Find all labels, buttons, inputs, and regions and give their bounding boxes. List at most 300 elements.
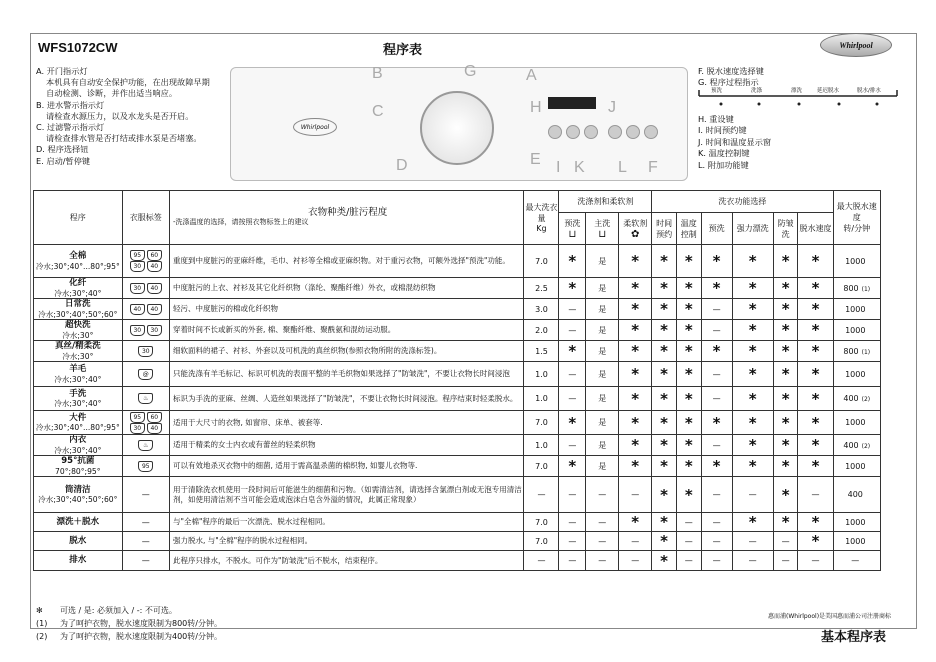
prewash-value: —	[559, 551, 586, 571]
mainwash-value: 是	[586, 299, 619, 320]
prewash-value: —	[559, 320, 586, 341]
function-value: *	[732, 435, 773, 456]
footnote-2	[36, 630, 222, 643]
function-value: *	[732, 299, 773, 320]
program-name-cell	[34, 435, 123, 456]
care-label-cell	[122, 456, 169, 477]
program-dial	[420, 91, 494, 165]
mainwash-value: —	[586, 551, 619, 571]
function-value: *	[798, 341, 833, 362]
program-name: 大件	[69, 412, 87, 423]
program-temps: 冷水;30°;40°...80°;95°	[35, 261, 120, 271]
function-value: —	[732, 532, 773, 551]
panel-letter: C	[372, 103, 384, 120]
function-value: *	[773, 245, 798, 278]
panel-letter: L	[618, 159, 627, 176]
mainwash-value: —	[586, 477, 619, 513]
step-rinse: 漂洗	[791, 88, 803, 94]
max-spin-cell	[833, 341, 880, 362]
program-name-cell	[34, 362, 123, 387]
function-value: *	[652, 477, 677, 513]
panel-letter: K	[574, 159, 585, 176]
prewash-value: *	[559, 245, 586, 278]
hdr-f6: 脱水速度	[798, 213, 833, 245]
program-name-cell	[34, 513, 123, 532]
program-name: 漂洗＋脱水	[56, 516, 100, 527]
prewash-compartment-icon: ⊔	[568, 228, 577, 240]
function-value: —	[773, 532, 798, 551]
function-value: —	[701, 551, 732, 571]
max-spin-cell	[833, 411, 880, 435]
care-label-icon: @	[138, 369, 153, 380]
mainwash-value: 是	[586, 245, 619, 278]
indicator-notes	[36, 66, 210, 167]
function-value: *	[798, 278, 833, 299]
max-spin-cell	[833, 532, 880, 551]
table-row	[34, 299, 881, 320]
max-spin-cell	[833, 477, 880, 513]
function-value: —	[676, 532, 701, 551]
function-value: *	[652, 435, 677, 456]
note-head: D. 程序选择钮	[36, 144, 89, 155]
footnote-1-num: (1)	[36, 619, 48, 628]
legend-line	[36, 604, 222, 617]
softener-value: —	[619, 532, 652, 551]
table-row	[34, 278, 881, 299]
function-value: *	[676, 320, 701, 341]
hdr-fabric	[170, 191, 524, 245]
care-label-cell	[122, 278, 169, 299]
panel-letter: F	[648, 159, 658, 176]
care-label-icon: 30	[130, 325, 145, 336]
program-name-cell	[34, 278, 123, 299]
max-load: 7.0	[524, 411, 559, 435]
max-spin-cell	[833, 456, 880, 477]
prewash-value: *	[559, 341, 586, 362]
function-value: *	[676, 341, 701, 362]
key-notes-bottom	[698, 114, 771, 171]
note-line: 请检查水源压力，以及水龙头是否开启。	[46, 110, 194, 121]
function-value: *	[773, 387, 798, 411]
prewash-value: —	[559, 362, 586, 387]
care-label-icon: 40	[147, 304, 162, 315]
function-value: *	[701, 341, 732, 362]
hdr-detergent: 洗涤剂和柔软剂	[559, 191, 652, 213]
max-spin: 400	[847, 490, 863, 499]
max-spin-cell	[833, 551, 880, 571]
function-value: *	[732, 513, 773, 532]
function-value: —	[701, 435, 732, 456]
function-value: *	[798, 411, 833, 435]
function-value: *	[798, 532, 833, 551]
panel-letter: J	[608, 99, 616, 116]
softener-compartment-icon: ✿	[631, 228, 640, 240]
function-value: *	[732, 245, 773, 278]
care-label-icon: ♨	[138, 393, 153, 404]
softener-value: *	[619, 320, 652, 341]
panel-button	[566, 125, 580, 139]
program-temps: 冷水;30°;40°...80°;95°	[35, 423, 120, 432]
max-spin-cell	[833, 435, 880, 456]
key-note: L. 附加功能键	[698, 159, 749, 170]
hdr-softener-text: 柔软剂	[623, 218, 648, 228]
panel-letter: E	[530, 151, 541, 168]
care-label-cell	[122, 362, 169, 387]
program-name: 手洗	[69, 388, 87, 399]
function-value: *	[732, 278, 773, 299]
function-value: —	[701, 477, 732, 513]
function-value: *	[798, 513, 833, 532]
softener-value: *	[619, 456, 652, 477]
hdr-rpm: 转/分钟	[843, 224, 871, 233]
function-value: —	[798, 477, 833, 513]
control-panel-diagram	[230, 63, 686, 180]
softener-value: *	[619, 362, 652, 387]
program-name-cell	[34, 341, 123, 362]
max-spin: 1000	[845, 536, 866, 546]
spin-note: (2)	[861, 396, 871, 403]
care-label-icon: 95	[130, 250, 145, 261]
prewash-value: *	[559, 278, 586, 299]
fabric-description: 轻污、中度脏污的棉或化纤织物	[170, 299, 524, 320]
table-row	[34, 551, 881, 571]
mainwash-value: 是	[586, 435, 619, 456]
note-head: A. 开门指示灯	[36, 66, 88, 76]
spin-note: (1)	[861, 348, 871, 356]
care-label-cell	[122, 411, 169, 435]
program-temps: 冷水;30°;40°	[54, 445, 102, 455]
function-value: *	[652, 278, 677, 299]
model-number: WFS1072CW	[38, 40, 118, 55]
table-row	[34, 341, 881, 362]
max-load: 7.0	[524, 532, 559, 551]
program-name-cell	[34, 411, 123, 435]
max-load: 3.0	[524, 299, 559, 320]
function-value: *	[652, 551, 677, 571]
function-value: *	[652, 299, 677, 320]
panel-brand-text: Whirlpool	[300, 123, 330, 131]
hdr-fabric-title: 衣物种类/脏污程度	[308, 207, 388, 218]
function-value: *	[732, 456, 773, 477]
mainwash-value: —	[586, 513, 619, 532]
footnote-1-text: 为了呵护衣物，脱水速度限制为800转/分钟。	[60, 619, 222, 628]
softener-value: —	[619, 477, 652, 513]
fabric-description: 细软面料的裙子、衬衫、外套以及可机洗的真丝织物(参照衣物所附的洗涤标签)。	[170, 341, 524, 362]
fabric-description: 中度脏污的上衣、衬衫及其它化纤织物（涤纶、聚酯纤维）外衣，或棉混纺织物	[170, 278, 524, 299]
care-label-icon: —	[141, 517, 150, 527]
table-row	[34, 456, 881, 477]
program-name-cell	[34, 551, 123, 571]
max-spin-cell	[833, 245, 880, 278]
hdr-max-load	[524, 191, 559, 245]
program-name-cell	[34, 299, 123, 320]
function-value: —	[701, 320, 732, 341]
function-value: *	[652, 513, 677, 532]
prewash-value: *	[559, 456, 586, 477]
panel-letter: I	[556, 159, 561, 176]
function-value: *	[676, 456, 701, 477]
function-value: *	[732, 341, 773, 362]
program-name-cell	[34, 456, 123, 477]
mainwash-value: 是	[586, 320, 619, 341]
function-value: *	[652, 245, 677, 278]
fabric-description: 只能洗涤有羊毛标记、标识可机洗的表面平整的羊毛织物如果选择了"防皱洗"，不要让衣物长时间浸泡	[170, 362, 524, 387]
program-name: 化纤	[69, 278, 87, 288]
hdr-f2: 温度控制	[676, 213, 701, 245]
max-load: —	[524, 551, 559, 571]
hdr-max-spin	[833, 191, 880, 245]
function-value: *	[732, 411, 773, 435]
mainwash-value: 是	[586, 341, 619, 362]
function-value: —	[676, 551, 701, 571]
care-label-cell	[122, 299, 169, 320]
fabric-description: 此程序只排水，不脱水。可作为"防皱洗"后不脱水，结束程序。	[170, 551, 524, 571]
care-label-cell	[122, 513, 169, 532]
max-spin: —	[851, 556, 860, 565]
function-value: *	[652, 387, 677, 411]
function-value: —	[701, 362, 732, 387]
mainwash-value: 是	[586, 387, 619, 411]
program-name-cell	[34, 245, 123, 278]
prewash-value: —	[559, 532, 586, 551]
panel-letter: G	[464, 63, 477, 80]
key-note: J. 时间和温度显示窗	[698, 136, 772, 147]
care-label-cell	[122, 532, 169, 551]
note-f: F. 脱水速度选择键	[698, 66, 764, 76]
max-load: 2.5	[524, 278, 559, 299]
care-label-icon: —	[141, 490, 150, 499]
function-value: —	[701, 387, 732, 411]
hdr-softener	[619, 213, 652, 245]
function-value: —	[798, 551, 833, 571]
care-label-icon: —	[141, 536, 150, 546]
max-spin: 800	[843, 346, 859, 356]
function-value: *	[798, 456, 833, 477]
softener-value: *	[619, 341, 652, 362]
note-line: 请检查排水管是否打结或排水泵是否堵塞。	[46, 133, 202, 144]
table-row	[34, 320, 881, 341]
hdr-max-spin-text: 最大脱水速度	[836, 202, 877, 222]
care-label-cell	[122, 387, 169, 411]
hdr-fabric-note: -洗涤温度的选择，请按照衣物标签上的建议	[173, 217, 309, 226]
hdr-max-load-text: 最大洗衣量	[525, 203, 558, 223]
program-temps: 冷水;30°;40°	[54, 399, 102, 408]
hdr-mainwash	[586, 213, 619, 245]
hdr-program: 程序	[34, 191, 123, 245]
note-line: 本机具有自动安全保护功能，在出现故障早期	[46, 77, 210, 88]
display-window	[548, 97, 596, 109]
function-value: *	[798, 362, 833, 387]
hdr-f1: 时间预约	[652, 213, 677, 245]
care-label-icon: 30	[138, 346, 153, 357]
panel-button	[584, 125, 598, 139]
spin-note: (2)	[861, 442, 871, 450]
panel-button	[644, 125, 658, 139]
max-spin: 1000	[845, 418, 866, 427]
note-head: E. 启动/暂停键	[36, 155, 91, 166]
fabric-description: 适用于精柔的女士内衣或有蕾丝的轻柔织物	[170, 435, 524, 456]
fabric-description: 穿着时间不长或新买的外套, 棉、聚酯纤维、聚酰氨和混纺运动服。	[170, 320, 524, 341]
function-value: *	[773, 299, 798, 320]
max-spin-cell	[833, 513, 880, 532]
table-row	[34, 362, 881, 387]
program-name: 羊毛	[69, 364, 87, 374]
step-prewash: 预洗	[711, 88, 723, 94]
program-temps: 冷水;30°;40°	[54, 374, 102, 384]
function-value: *	[773, 320, 798, 341]
max-spin-cell	[833, 299, 880, 320]
panel-letter: B	[372, 65, 383, 82]
program-name: 全棉	[69, 251, 87, 261]
program-name-cell	[34, 532, 123, 551]
note-head: C. 过滤警示指示灯	[36, 122, 105, 133]
panel-letter: D	[396, 157, 408, 174]
max-spin: 1000	[845, 256, 866, 266]
panel-button	[626, 125, 640, 139]
panel-letter: H	[530, 99, 542, 116]
note-g: G. 程序过程指示	[698, 77, 759, 88]
fabric-description: 与"全棉"程序的最后一次漂洗、脱水过程相同。	[170, 513, 524, 532]
function-value: —	[701, 532, 732, 551]
program-table	[33, 190, 881, 571]
care-label-icon: 40	[147, 261, 162, 272]
max-load: 2.0	[524, 320, 559, 341]
program-temps: 冷水;30°	[62, 351, 94, 361]
hdr-f4: 强力漂洗	[732, 213, 773, 245]
function-value: *	[676, 278, 701, 299]
max-spin-cell	[833, 387, 880, 411]
care-label-icon: 40	[130, 304, 145, 315]
function-value: *	[652, 456, 677, 477]
hdr-kg: Kg	[536, 224, 547, 233]
max-spin: 1000	[845, 369, 866, 379]
function-value: *	[732, 362, 773, 387]
table-row	[34, 477, 881, 513]
program-name: 日常洗	[65, 299, 91, 309]
mainwash-value: 是	[586, 456, 619, 477]
hdr-f5: 防皱洗	[773, 213, 798, 245]
softener-value: *	[619, 387, 652, 411]
step-delay-spin: 延迟脱水	[817, 88, 840, 94]
function-value: *	[773, 362, 798, 387]
max-load: 7.0	[524, 245, 559, 278]
prewash-value: —	[559, 435, 586, 456]
max-load: 1.0	[524, 387, 559, 411]
function-value: *	[798, 245, 833, 278]
mainwash-compartment-icon: ⊔	[598, 228, 607, 240]
function-value: *	[773, 341, 798, 362]
fabric-description: 适用于大尺寸的衣物, 如窗帘、床单、被套等.	[170, 411, 524, 435]
care-label-cell	[122, 245, 169, 278]
softener-value: *	[619, 513, 652, 532]
max-spin: 800	[843, 283, 859, 293]
care-label-icon: 60	[147, 250, 162, 261]
function-value: *	[652, 532, 677, 551]
max-spin-cell	[833, 320, 880, 341]
function-value: —	[773, 551, 798, 571]
max-spin: 1000	[845, 304, 866, 314]
program-name-cell	[34, 320, 123, 341]
function-value: *	[798, 387, 833, 411]
program-name: 内衣	[69, 435, 87, 445]
program-temps: 冷水;30°	[62, 330, 94, 340]
care-label-cell	[122, 435, 169, 456]
mainwash-value: 是	[586, 362, 619, 387]
fabric-description: 用于清除洗衣机使用一段时间后可能滋生的细菌和污物。（如需清洁剂，请选择含氯漂白剂或无泡专用清洁剂，如使用清洁剂不当可能会造成泡沫白皂含外溢的情况，此属正常现象）	[170, 477, 524, 513]
basic-program-title: 基本程序表	[821, 630, 887, 645]
step-spin-drain: 脱水/排水	[857, 88, 881, 94]
softener-value: —	[619, 551, 652, 571]
panel-button	[608, 125, 622, 139]
function-value: *	[773, 477, 798, 513]
table-row	[34, 387, 881, 411]
program-name: 筒清洁	[65, 484, 91, 495]
spin-note: (1)	[861, 285, 871, 293]
key-note: K. 温度控制键	[698, 148, 750, 159]
hdr-functions: 洗衣功能选择	[652, 191, 833, 213]
care-label-icon: ♨	[138, 440, 153, 451]
max-spin-cell	[833, 362, 880, 387]
function-value: *	[773, 278, 798, 299]
function-value: —	[701, 299, 732, 320]
program-name: 超快洗	[65, 320, 91, 330]
function-value: —	[701, 513, 732, 532]
function-value: *	[676, 362, 701, 387]
prewash-value: *	[559, 411, 586, 435]
function-value: *	[676, 477, 701, 513]
care-label-icon: —	[141, 556, 150, 565]
max-load: 1.0	[524, 362, 559, 387]
program-name: 95°抗菌	[61, 456, 95, 466]
care-label-cell	[122, 477, 169, 513]
function-value: *	[798, 299, 833, 320]
whirlpool-logo	[820, 33, 892, 57]
fabric-description: 强力脱水, 与"全棉"程序的脱水过程相同。	[170, 532, 524, 551]
panel-brand	[293, 118, 337, 136]
table-row	[34, 435, 881, 456]
function-value: *	[652, 362, 677, 387]
prewash-value: —	[559, 299, 586, 320]
care-label-icon: 30	[130, 283, 145, 294]
max-load: —	[524, 477, 559, 513]
program-name: 脱水	[69, 535, 87, 546]
function-value: *	[676, 387, 701, 411]
function-value: *	[773, 513, 798, 532]
function-value: *	[773, 411, 798, 435]
program-name-cell	[34, 387, 123, 411]
function-value: —	[732, 477, 773, 513]
care-label-icon: 30	[130, 261, 145, 272]
hdr-mainwash-text: 主洗	[594, 218, 611, 228]
function-value: *	[701, 411, 732, 435]
function-value: *	[676, 435, 701, 456]
softener-value: *	[619, 435, 652, 456]
function-value: *	[701, 456, 732, 477]
care-label-icon: 40	[147, 423, 162, 434]
care-label-cell	[122, 320, 169, 341]
max-spin: 400	[843, 394, 859, 403]
key-note: I. 时间预约键	[698, 125, 747, 136]
care-label-icon: 30	[130, 423, 145, 434]
program-name-cell	[34, 477, 123, 513]
fabric-description: 标识为手洗的亚麻、丝绸、人造丝如果选择了"防皱洗"，不要让衣物长时间浸泡。程序结束时轻柔脱水。	[170, 387, 524, 411]
hdr-f3: 预洗	[701, 213, 732, 245]
function-value: —	[676, 513, 701, 532]
function-value: *	[652, 411, 677, 435]
max-spin: 1000	[845, 461, 866, 471]
panel-button	[548, 125, 562, 139]
program-temps: 70°;80°;95°	[55, 466, 101, 476]
